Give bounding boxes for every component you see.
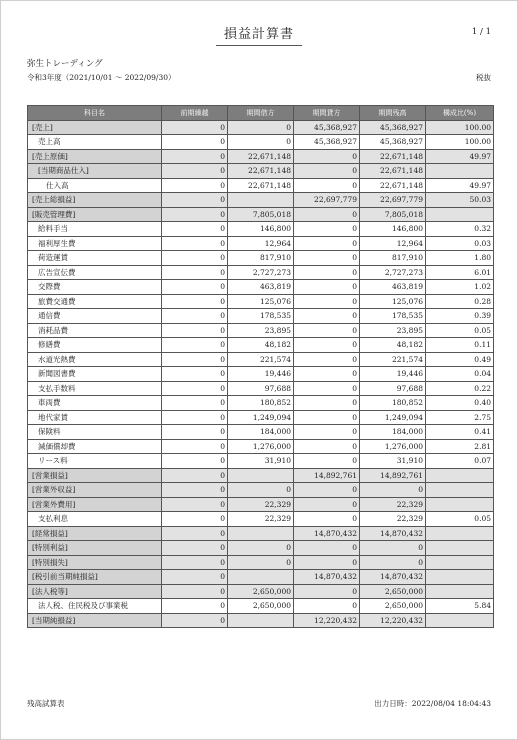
cell-opening: 0 xyxy=(162,454,228,469)
cell-ratio: 2.81 xyxy=(426,439,494,454)
cell-ratio xyxy=(426,164,494,179)
cell-balance: 1,276,000 xyxy=(360,439,426,454)
cell-debit: 1,249,094 xyxy=(228,410,294,425)
cell-ratio: 0.40 xyxy=(426,396,494,411)
cell-debit: 0 xyxy=(228,135,294,150)
cell-balance: 146,800 xyxy=(360,222,426,237)
cell-debit: 221,574 xyxy=(228,352,294,367)
cell-ratio: 0.28 xyxy=(426,294,494,309)
cell-ratio: 49.97 xyxy=(426,178,494,193)
page-number: 1 / 1 xyxy=(471,27,491,37)
cell-account: 福利厚生費 xyxy=(28,236,162,251)
cell-account: [税引前当期純損益] xyxy=(28,570,162,585)
cell-balance: 0 xyxy=(360,483,426,498)
cell-balance: 45,368,927 xyxy=(360,120,426,135)
cell-account: [売上総損益] xyxy=(28,193,162,208)
cell-opening: 0 xyxy=(162,497,228,512)
cell-debit: 817,910 xyxy=(228,251,294,266)
cell-opening: 0 xyxy=(162,280,228,295)
cell-opening: 0 xyxy=(162,555,228,570)
cell-credit: 0 xyxy=(294,236,360,251)
table-header-row xyxy=(28,106,494,121)
cell-debit: 31,910 xyxy=(228,454,294,469)
table-row xyxy=(28,599,494,614)
cell-debit: 97,688 xyxy=(228,381,294,396)
table-row xyxy=(28,193,494,208)
cell-account: [経常損益] xyxy=(28,526,162,541)
fiscal-period: 令和3年度（2021/10/01 ～ 2022/09/30） xyxy=(27,73,176,82)
cell-ratio xyxy=(426,207,494,222)
cell-ratio xyxy=(426,526,494,541)
cell-debit xyxy=(228,526,294,541)
cell-ratio xyxy=(426,570,494,585)
table-row xyxy=(28,149,494,164)
cell-opening: 0 xyxy=(162,599,228,614)
cell-ratio xyxy=(426,584,494,599)
cell-credit: 0 xyxy=(294,352,360,367)
column-header-ratio: 構成比(%) xyxy=(426,106,494,121)
cell-account: [営業外収益] xyxy=(28,483,162,498)
cell-opening: 0 xyxy=(162,193,228,208)
cell-ratio: 0.07 xyxy=(426,454,494,469)
cell-credit: 0 xyxy=(294,439,360,454)
cell-debit: 125,076 xyxy=(228,294,294,309)
cell-credit: 0 xyxy=(294,149,360,164)
cell-credit: 0 xyxy=(294,222,360,237)
cell-balance: 2,650,000 xyxy=(360,599,426,614)
column-header-account: 科目名 xyxy=(28,106,162,121)
table-row xyxy=(28,280,494,295)
cell-ratio: 50.03 xyxy=(426,193,494,208)
cell-debit: 2,650,000 xyxy=(228,599,294,614)
table-row xyxy=(28,381,494,396)
cell-balance: 0 xyxy=(360,555,426,570)
cell-account: 通信費 xyxy=(28,309,162,324)
table-row xyxy=(28,207,494,222)
cell-debit: 180,852 xyxy=(228,396,294,411)
cell-balance: 184,000 xyxy=(360,425,426,440)
cell-opening: 0 xyxy=(162,541,228,556)
cell-opening: 0 xyxy=(162,613,228,628)
cell-opening: 0 xyxy=(162,251,228,266)
company-name: 弥生トレーディング xyxy=(27,59,103,69)
cell-ratio: 1.02 xyxy=(426,280,494,295)
table-row xyxy=(28,584,494,599)
table-row xyxy=(28,541,494,556)
cell-credit: 0 xyxy=(294,497,360,512)
cell-credit: 0 xyxy=(294,367,360,382)
cell-debit xyxy=(228,613,294,628)
cell-ratio: 0.39 xyxy=(426,309,494,324)
cell-balance: 180,852 xyxy=(360,396,426,411)
cell-account: 減価償却費 xyxy=(28,439,162,454)
cell-debit: 0 xyxy=(228,541,294,556)
cell-debit: 48,182 xyxy=(228,338,294,353)
cell-ratio: 5.84 xyxy=(426,599,494,614)
table-row xyxy=(28,352,494,367)
cell-account: 車両費 xyxy=(28,396,162,411)
cell-balance: 12,964 xyxy=(360,236,426,251)
cell-credit: 12,220,432 xyxy=(294,613,360,628)
cell-opening: 0 xyxy=(162,178,228,193)
tax-mode-label: 税抜 xyxy=(476,73,491,82)
cell-credit: 0 xyxy=(294,265,360,280)
cell-opening: 0 xyxy=(162,265,228,280)
table-row xyxy=(28,468,494,483)
cell-ratio: 0.41 xyxy=(426,425,494,440)
cell-ratio: 49.97 xyxy=(426,149,494,164)
report-title: 損益計算書 xyxy=(1,23,517,46)
cell-credit: 0 xyxy=(294,251,360,266)
cell-account: 保険料 xyxy=(28,425,162,440)
cell-ratio: 0.04 xyxy=(426,367,494,382)
cell-account: リース料 xyxy=(28,454,162,469)
cell-debit: 146,800 xyxy=(228,222,294,237)
cell-balance: 48,182 xyxy=(360,338,426,353)
cell-opening: 0 xyxy=(162,236,228,251)
cell-opening: 0 xyxy=(162,323,228,338)
cell-account: [法人税等] xyxy=(28,584,162,599)
cell-balance: 12,220,432 xyxy=(360,613,426,628)
cell-account: 旅費交通費 xyxy=(28,294,162,309)
table-row xyxy=(28,265,494,280)
table-row xyxy=(28,222,494,237)
cell-balance: 23,895 xyxy=(360,323,426,338)
cell-opening: 0 xyxy=(162,338,228,353)
cell-ratio: 0.32 xyxy=(426,222,494,237)
cell-ratio: 0.05 xyxy=(426,512,494,527)
cell-opening: 0 xyxy=(162,120,228,135)
cell-account: [特別利益] xyxy=(28,541,162,556)
table-row xyxy=(28,497,494,512)
cell-account: [当期純損益] xyxy=(28,613,162,628)
cell-debit: 463,819 xyxy=(228,280,294,295)
cell-credit: 0 xyxy=(294,410,360,425)
cell-credit: 14,870,432 xyxy=(294,570,360,585)
cell-ratio: 6.01 xyxy=(426,265,494,280)
table-row xyxy=(28,396,494,411)
cell-debit: 22,329 xyxy=(228,512,294,527)
cell-balance: 178,535 xyxy=(360,309,426,324)
cell-debit: 22,671,148 xyxy=(228,164,294,179)
cell-debit: 0 xyxy=(228,120,294,135)
cell-credit: 0 xyxy=(294,294,360,309)
table-row xyxy=(28,483,494,498)
cell-opening: 0 xyxy=(162,207,228,222)
cell-balance: 22,671,148 xyxy=(360,178,426,193)
cell-ratio: 0.05 xyxy=(426,323,494,338)
cell-ratio: 100.00 xyxy=(426,135,494,150)
cell-balance: 817,910 xyxy=(360,251,426,266)
column-header-credit: 期間貸方 xyxy=(294,106,360,121)
table-row xyxy=(28,555,494,570)
cell-credit: 0 xyxy=(294,207,360,222)
cell-credit: 45,368,927 xyxy=(294,120,360,135)
cell-account: 修繕費 xyxy=(28,338,162,353)
cell-credit: 45,368,927 xyxy=(294,135,360,150)
cell-opening: 0 xyxy=(162,396,228,411)
cell-opening: 0 xyxy=(162,483,228,498)
table-row xyxy=(28,367,494,382)
cell-debit: 2,650,000 xyxy=(228,584,294,599)
cell-balance: 45,368,927 xyxy=(360,135,426,150)
cell-credit: 0 xyxy=(294,381,360,396)
cell-debit: 1,276,000 xyxy=(228,439,294,454)
cell-credit: 0 xyxy=(294,280,360,295)
cell-account: 売上高 xyxy=(28,135,162,150)
cell-opening: 0 xyxy=(162,410,228,425)
cell-credit: 0 xyxy=(294,425,360,440)
cell-debit: 2,727,273 xyxy=(228,265,294,280)
table-row xyxy=(28,425,494,440)
cell-debit: 178,535 xyxy=(228,309,294,324)
cell-credit: 14,892,761 xyxy=(294,468,360,483)
cell-debit xyxy=(228,193,294,208)
cell-credit: 22,697,779 xyxy=(294,193,360,208)
cell-ratio xyxy=(426,541,494,556)
table-row xyxy=(28,439,494,454)
cell-credit: 0 xyxy=(294,541,360,556)
table-row xyxy=(28,164,494,179)
cell-balance: 14,870,432 xyxy=(360,526,426,541)
cell-credit: 0 xyxy=(294,338,360,353)
cell-ratio: 1.80 xyxy=(426,251,494,266)
cell-balance: 125,076 xyxy=(360,294,426,309)
table-row xyxy=(28,410,494,425)
cell-account: [販売管理費] xyxy=(28,207,162,222)
cell-debit: 22,671,148 xyxy=(228,178,294,193)
cell-account: [特別損失] xyxy=(28,555,162,570)
cell-debit: 12,964 xyxy=(228,236,294,251)
cell-opening: 0 xyxy=(162,570,228,585)
cell-account: 荷造運賃 xyxy=(28,251,162,266)
cell-opening: 0 xyxy=(162,135,228,150)
cell-debit: 7,805,018 xyxy=(228,207,294,222)
cell-ratio xyxy=(426,497,494,512)
cell-credit: 0 xyxy=(294,323,360,338)
table-row xyxy=(28,120,494,135)
cell-account: [当期商品仕入] xyxy=(28,164,162,179)
cell-credit: 0 xyxy=(294,555,360,570)
cell-opening: 0 xyxy=(162,367,228,382)
cell-debit: 0 xyxy=(228,555,294,570)
cell-account: 消耗品費 xyxy=(28,323,162,338)
cell-balance: 22,329 xyxy=(360,497,426,512)
cell-account: 支払手数料 xyxy=(28,381,162,396)
cell-account: 水道光熱費 xyxy=(28,352,162,367)
table-row xyxy=(28,338,494,353)
cell-account: 地代家賃 xyxy=(28,410,162,425)
cell-credit: 0 xyxy=(294,309,360,324)
cell-opening: 0 xyxy=(162,381,228,396)
cell-account: 広告宣伝費 xyxy=(28,265,162,280)
cell-balance: 14,892,761 xyxy=(360,468,426,483)
cell-opening: 0 xyxy=(162,352,228,367)
cell-credit: 0 xyxy=(294,454,360,469)
cell-opening: 0 xyxy=(162,439,228,454)
cell-account: 新聞図書費 xyxy=(28,367,162,382)
cell-debit xyxy=(228,570,294,585)
table-row xyxy=(28,251,494,266)
cell-balance: 0 xyxy=(360,541,426,556)
cell-account: [営業損益] xyxy=(28,468,162,483)
cell-ratio xyxy=(426,613,494,628)
cell-credit: 14,870,432 xyxy=(294,526,360,541)
footer-report-name: 残高試算表 xyxy=(27,699,65,708)
cell-balance: 22,671,148 xyxy=(360,164,426,179)
cell-account: 交際費 xyxy=(28,280,162,295)
cell-balance: 19,446 xyxy=(360,367,426,382)
cell-opening: 0 xyxy=(162,294,228,309)
column-header-balance: 期間残高 xyxy=(360,106,426,121)
cell-opening: 0 xyxy=(162,512,228,527)
table-row xyxy=(28,526,494,541)
cell-account: 法人税、住民税及び事業税 xyxy=(28,599,162,614)
table-row xyxy=(28,135,494,150)
cell-opening: 0 xyxy=(162,584,228,599)
cell-account: 支払利息 xyxy=(28,512,162,527)
cell-account: [売上原価] xyxy=(28,149,162,164)
cell-account: 給料手当 xyxy=(28,222,162,237)
cell-debit: 184,000 xyxy=(228,425,294,440)
cell-account: [売上] xyxy=(28,120,162,135)
cell-ratio: 100.00 xyxy=(426,120,494,135)
cell-balance: 22,697,779 xyxy=(360,193,426,208)
cell-balance: 22,329 xyxy=(360,512,426,527)
profit-loss-table xyxy=(27,105,494,628)
table-row xyxy=(28,178,494,193)
cell-opening: 0 xyxy=(162,309,228,324)
cell-credit: 0 xyxy=(294,396,360,411)
cell-balance: 221,574 xyxy=(360,352,426,367)
cell-debit: 19,446 xyxy=(228,367,294,382)
cell-credit: 0 xyxy=(294,164,360,179)
cell-opening: 0 xyxy=(162,222,228,237)
table-row xyxy=(28,323,494,338)
table-row xyxy=(28,236,494,251)
cell-credit: 0 xyxy=(294,178,360,193)
table-row xyxy=(28,613,494,628)
cell-debit xyxy=(228,468,294,483)
cell-ratio: 2.75 xyxy=(426,410,494,425)
cell-credit: 0 xyxy=(294,483,360,498)
cell-balance: 1,249,094 xyxy=(360,410,426,425)
table-row xyxy=(28,454,494,469)
cell-ratio: 0.03 xyxy=(426,236,494,251)
cell-account: [営業外費用] xyxy=(28,497,162,512)
table-row xyxy=(28,294,494,309)
cell-credit: 0 xyxy=(294,584,360,599)
table-row xyxy=(28,570,494,585)
cell-ratio xyxy=(426,555,494,570)
cell-balance: 31,910 xyxy=(360,454,426,469)
cell-opening: 0 xyxy=(162,526,228,541)
table-row xyxy=(28,512,494,527)
cell-balance: 22,671,148 xyxy=(360,149,426,164)
table-row xyxy=(28,309,494,324)
footer-output-datetime: 出力日時：2022/08/04 18:04:43 xyxy=(374,699,491,708)
cell-balance: 7,805,018 xyxy=(360,207,426,222)
cell-credit: 0 xyxy=(294,599,360,614)
column-header-debit: 期間借方 xyxy=(228,106,294,121)
cell-balance: 2,727,273 xyxy=(360,265,426,280)
cell-balance: 14,870,432 xyxy=(360,570,426,585)
cell-ratio xyxy=(426,468,494,483)
cell-balance: 97,688 xyxy=(360,381,426,396)
cell-ratio xyxy=(426,483,494,498)
cell-ratio: 0.49 xyxy=(426,352,494,367)
cell-debit: 22,671,148 xyxy=(228,149,294,164)
cell-opening: 0 xyxy=(162,164,228,179)
cell-balance: 2,650,000 xyxy=(360,584,426,599)
cell-credit: 0 xyxy=(294,512,360,527)
cell-debit: 23,895 xyxy=(228,323,294,338)
cell-opening: 0 xyxy=(162,425,228,440)
cell-ratio: 0.11 xyxy=(426,338,494,353)
cell-ratio: 0.22 xyxy=(426,381,494,396)
cell-account: 仕入高 xyxy=(28,178,162,193)
cell-opening: 0 xyxy=(162,468,228,483)
cell-opening: 0 xyxy=(162,149,228,164)
cell-balance: 463,819 xyxy=(360,280,426,295)
cell-debit: 0 xyxy=(228,483,294,498)
column-header-opening: 前期繰越 xyxy=(162,106,228,121)
cell-debit: 22,329 xyxy=(228,497,294,512)
